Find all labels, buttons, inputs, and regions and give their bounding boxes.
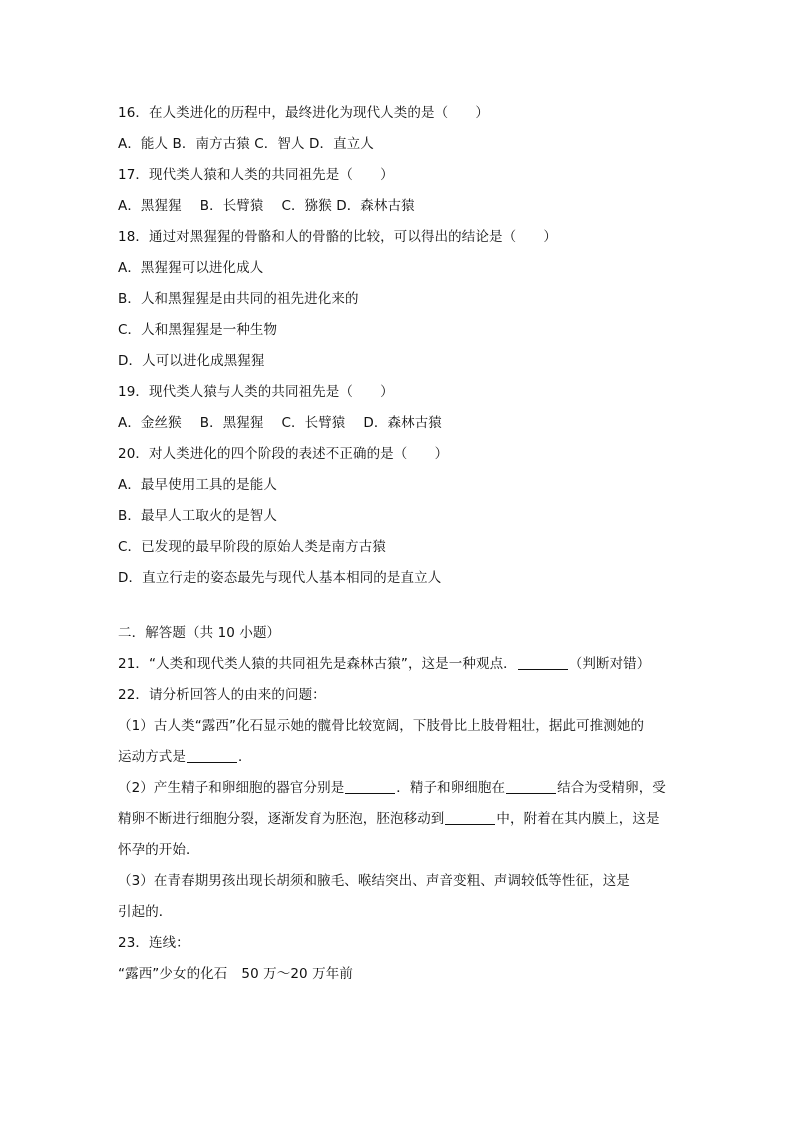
question-20-option-c: C．已发现的最早阶段的原始人类是南方古猿 (118, 539, 386, 555)
matching-left-item[interactable]: “露西”少女的化石 (118, 966, 228, 982)
section-gap (118, 594, 678, 618)
question-22-part-2-text-e: 中，附着在其内膜上，这是 (496, 811, 660, 827)
answer-blank[interactable] (518, 655, 568, 670)
question-22-part-2-text-b: ．精子和卵细胞在 (396, 780, 506, 796)
question-22-part-1-line-2 (118, 742, 678, 773)
section-2-heading: 二．解答题（共 10 小题） (118, 625, 281, 641)
question-22-part-2-text-c: 结合为受精卵，受 (557, 780, 666, 796)
question-23-matching-row (118, 959, 678, 990)
answer-blank[interactable] (506, 779, 556, 794)
question-19-options: A．金丝猴 B．黑猩猩 C．长臂猿 D．森林古猿 (118, 415, 442, 431)
question-17-options: A．黑猩猩 B．长臂猿 C．猕猴 D．森林古猿 (118, 198, 415, 214)
question-22-part-2-line-3: 怀孕的开始． (118, 842, 200, 858)
question-18-stem: 18．通过对黑猩猩的骨骼和人的骨骼的比较，可以得出的结论是（ ） (118, 229, 557, 245)
question-22-part-2-line-1 (118, 773, 678, 804)
question-22-part-1-end: ． (238, 749, 252, 765)
question-23-stem: 23．连线： (118, 935, 190, 951)
question-20-option-a: A．最早使用工具的是能人 (118, 477, 277, 493)
question-22-part-2-line-2 (118, 804, 678, 835)
document-page (118, 98, 678, 990)
question-16-stem: 16．在人类进化的历程中，最终进化为现代人类的是（ ） (118, 105, 489, 121)
question-21-suffix: （判断对错） (568, 656, 651, 672)
question-17-stem: 17．现代类人猿和人类的共同祖先是（ ） (118, 167, 394, 183)
question-18-option-c: C．人和黑猩猩是一种生物 (118, 322, 278, 338)
matching-right-item[interactable]: 50 万～20 万年前 (241, 966, 353, 982)
question-18-option-d: D．人可以进化成黑猩猩 (118, 353, 265, 369)
question-18-option-b: B．人和黑猩猩是由共同的祖先进化来的 (118, 291, 359, 307)
question-22-part-1-line-1: （1）古人类“露西”化石显示她的髋骨比较宽阔，下肢骨比上肢骨粗壮，据此可推测她的 (118, 718, 645, 734)
question-21 (118, 649, 678, 680)
question-20-stem: 20．对人类进化的四个阶段的表述不正确的是（ ） (118, 446, 449, 462)
question-22-part-1-text: 运动方式是 (118, 749, 186, 765)
question-20-option-b: B．最早人工取火的是智人 (118, 508, 277, 524)
question-20-option-d: D．直立行走的姿态最先与现代人基本相同的是直立人 (118, 570, 442, 586)
answer-blank[interactable] (445, 810, 495, 825)
answer-blank[interactable] (345, 779, 395, 794)
answer-blank[interactable] (187, 748, 237, 763)
question-19-stem: 19．现代类人猿与人类的共同祖先是（ ） (118, 384, 394, 400)
question-22-part-2-text-a: （2）产生精子和卵细胞的器官分别是 (118, 780, 345, 796)
question-22-part-2-text-d: 精卵不断进行细胞分裂，逐渐发育为胚泡，胚泡移动到 (118, 811, 445, 827)
question-18-option-a: A．黑猩猩可以进化成人 (118, 260, 264, 276)
question-22-part-3-line-1: （3）在青春期男孩出现长胡须和腋毛、喉结突出、声音变粗、声调较低等性征，这是 (118, 873, 630, 889)
question-22-stem: 22．请分析回答人的由来的问题： (118, 687, 326, 703)
question-22-part-3-line-2: 引起的． (118, 904, 173, 920)
question-21-text: 21．“人类和现代类人猿的共同祖先是森林古猿”，这是一种观点． (118, 656, 517, 672)
question-16-options: A．能人 B．南方古猿 C．智人 D．直立人 (118, 136, 374, 152)
